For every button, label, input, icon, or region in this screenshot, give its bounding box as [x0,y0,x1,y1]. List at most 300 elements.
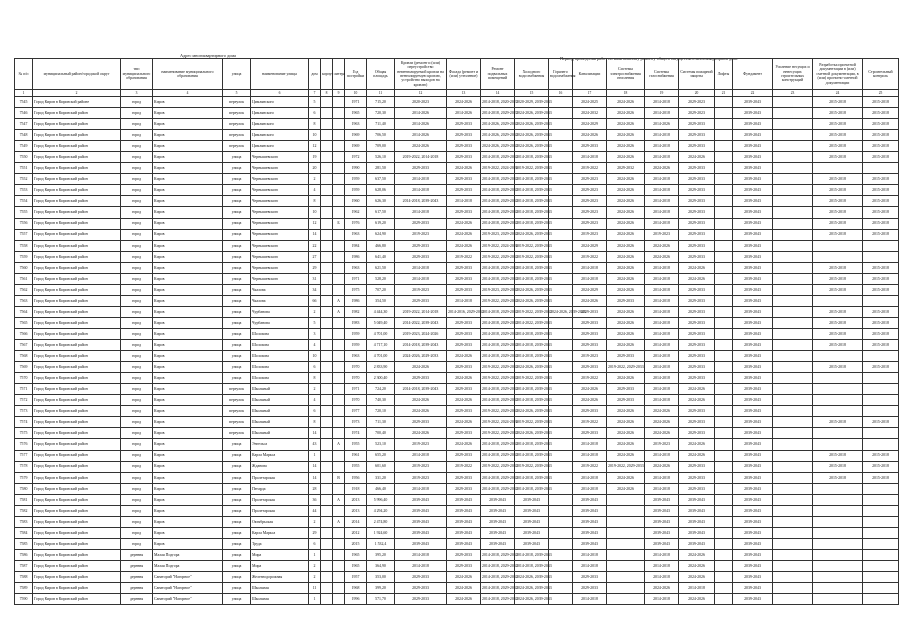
table-cell: 2013 [345,494,367,505]
table-cell: 2 [309,306,321,317]
table-cell: 2029-2033 [679,472,715,483]
table-cell: 2019-2023 [395,284,447,295]
table-cell: 1959 [345,340,367,351]
table-cell: 2024-2026 [447,594,481,605]
table-cell [321,163,333,174]
table-cell: 2014-2018, 2029-2033 [481,306,515,317]
table-cell: 1965 [345,560,367,571]
table-cell [715,141,733,152]
table-cell: 2019-2022, 2039-2043 [515,240,549,251]
table-cell [773,262,813,273]
table-cell: 10 [309,351,321,362]
table-cell: улица [223,494,251,505]
table-cell: 2014-2018, 2039-2043 [515,218,549,229]
table-cell: 2024-2026 [447,417,481,428]
table-cell: 2029-2033 [679,428,715,439]
table-cell [333,108,345,119]
column-number: 23 [773,90,813,97]
table-cell: 2015-2018 [863,273,899,284]
table-cell: Город Киров в Кировский район [33,240,121,251]
table-row [15,527,899,538]
table-cell: 1965 [345,108,367,119]
table-cell: 2019-2023 [573,351,607,362]
table-row [15,174,899,185]
table-cell: 2014-2018, 2029-2033 [481,273,515,284]
table-cell: 2024-2026 [573,384,607,395]
table-cell: 2024-2026, 2039-2043 [515,406,549,417]
table-cell: 2029-2033 [447,450,481,461]
table-cell: 2015-2018 [813,174,863,185]
table-cell: Город Киров в Кировский район [33,284,121,295]
table-cell: 2029-2033 [447,406,481,417]
table-cell: 2014-2018, 2029-2033 [481,384,515,395]
table-row [15,505,899,516]
table-cell: 2019-2022, 2039-2043 [515,373,549,384]
table-cell [321,152,333,163]
table-cell: 2024-2026 [573,130,607,141]
table-cell: 1971 [345,97,367,108]
table-cell: 7579 [15,472,33,483]
table-cell [549,340,573,351]
table-cell [773,505,813,516]
table-cell: 2029-2023 [573,207,607,218]
table-cell: 29 [309,527,321,538]
table-cell: 8 [309,373,321,384]
table-cell: 2029-2033 [447,141,481,152]
table-cell: город [121,163,153,174]
table-cell: 2019-2022 [447,461,481,472]
table-cell: 2014-2018, 2029-2033 [481,328,515,339]
table-cell [549,549,573,560]
table-cell: 2019-2022, 2029-2033 [481,362,515,373]
table-cell: 4 [309,185,321,196]
table-cell: 2 474,80 [367,516,395,527]
table-row [15,108,899,119]
table-cell: 2024-2026 [447,373,481,384]
table-cell: 2014-2018 [395,185,447,196]
table-cell [321,130,333,141]
table-cell: 621,50 [367,262,395,273]
table-cell: 2014-2026 [645,119,679,130]
table-cell: 1 [309,450,321,461]
table-cell: 7585 [15,538,33,549]
table-cell: 2019-2022 [573,417,607,428]
column-number: 10 [345,90,367,97]
table-cell: 7573 [15,406,33,417]
table-cell: 619,20 [367,218,395,229]
table-cell: 7556 [15,218,33,229]
table-cell: 2019-2023 [395,461,447,472]
table-cell [549,373,573,384]
table-cell: 2029-2033 [447,262,481,273]
table-cell [863,483,899,494]
table-cell: 2024-2029 [573,284,607,295]
table-cell: 2029-2033 [679,306,715,317]
column-header: тип муниципального образования [121,59,153,90]
table-cell: 2039-2043 [733,406,773,417]
table-cell: 2029-2033 [679,218,715,229]
table-cell: 2024-2026 [679,549,715,560]
table-cell [773,130,813,141]
table-cell: 2029-2033 [573,340,607,351]
table-cell: 2029-2023 [573,174,607,185]
table-cell: 1957 [345,572,367,583]
table-cell: 523,10 [367,439,395,450]
column-header: Системы газоснабжения [645,59,679,90]
table-cell: 2039-2043 [733,395,773,406]
table-cell: 2039-2043 [733,340,773,351]
table-cell: 2029-2023 [679,108,715,119]
table-cell: 2039-2043 [733,527,773,538]
table-cell: 2024-2026 [447,163,481,174]
table-cell: 2020-2029, 2039-2043 [515,97,549,108]
table-cell: 706,50 [367,130,395,141]
table-cell: 2014-2018 [395,174,447,185]
table-cell: 1955 [345,461,367,472]
table-cell: 2019-2022 [573,373,607,384]
table-cell [715,538,733,549]
table-cell: 4 701,00 [367,328,395,339]
table-cell: 2014-2018 [395,207,447,218]
table-cell [549,351,573,362]
table-cell: 2014-2018, 2029-2033 [481,185,515,196]
table-cell: 2024-2026 [679,594,715,605]
table-cell [715,472,733,483]
table-cell [333,119,345,130]
column-number: 9 [333,90,345,97]
table-cell: 1960 [345,196,367,207]
table-cell: город [121,97,153,108]
table-cell: 7577 [15,450,33,461]
table-cell: 2024-2026 [645,406,679,417]
table-cell [863,549,899,560]
table-cell: улица [223,505,251,516]
table-cell: 2039-2043 [733,108,773,119]
table-cell: город [121,384,153,395]
table-cell: город [121,229,153,240]
table-cell: Киров [153,152,223,163]
table-cell: 2039-2043 [733,163,773,174]
table-cell [715,152,733,163]
table-cell [715,483,733,494]
table-cell: Санаторий "Нагорное" [153,583,223,594]
table-cell [333,185,345,196]
column-header: Системы электроснабжения отопления [607,59,645,90]
table-cell: Город Киров в Кировский район [33,439,121,450]
column-header: Кровли (ремонт и (или) переустройство невентилируемой кровли на вентилируемую кровлю, устройство выходов на кровлю) [395,59,447,90]
table-cell: 2029-2033 [679,362,715,373]
table-cell: 2015-2018 [813,317,863,328]
table-cell: улица [223,450,251,461]
table-cell [863,163,899,174]
table-cell: 31 [309,273,321,284]
table-cell [321,373,333,384]
table-cell [715,306,733,317]
column-header: муниципальный район/городской округ [33,59,121,90]
table-cell: 2029-2033 [679,207,715,218]
table-cell: Жданова [251,461,309,472]
column-number: 20 [679,90,715,97]
table-cell: 7565 [15,317,33,328]
table-row [15,340,899,351]
table-cell: 2014-2018 [447,196,481,207]
table-cell: 2014-2018 [645,141,679,152]
table-cell [863,572,899,583]
table-cell [715,174,733,185]
table-cell: 2039-2043 [733,505,773,516]
table-cell: 2014-2018, 2039-2043 [515,384,549,395]
table-cell: 2014-2018, 2039-2043 [515,340,549,351]
table-cell: Город Киров в Кировский район [33,461,121,472]
table-cell [321,439,333,450]
table-cell: Город Киров в Кировский район [33,583,121,594]
table-cell: 2019-2022, 2039-2043 [515,251,549,262]
table-cell: Киров [153,141,223,152]
table-cell: 2029-2033 [447,384,481,395]
table-cell: Чернышевского [251,152,309,163]
table-cell: 2029-2033 [607,395,645,406]
table-cell: 2039-2043 [733,306,773,317]
table-cell: Шолохова [251,328,309,339]
table-cell: 2039-2043 [733,152,773,163]
table-cell [863,583,899,594]
table-cell: Город Киров в Кировский район [33,428,121,439]
table-cell: 2014-2016, 2029-2033 [447,306,481,317]
table-cell: 1 [309,549,321,560]
table-cell: Киров [153,373,223,384]
table-cell [333,362,345,373]
table-cell: 2024-2026, 2039-2043 [515,284,549,295]
table-cell: 2014-2026 [447,108,481,119]
table-cell: город [121,295,153,306]
table-cell: 7557 [15,229,33,240]
table-cell: Город Киров в Кировский район [33,306,121,317]
table-cell: 2014-2018 [447,295,481,306]
table-cell: 2019-2023 [395,439,447,450]
table-cell: 2014-2018 [645,108,679,119]
table-cell: Чернышевского [251,207,309,218]
table-cell: 2039-2043 [573,527,607,538]
table-cell [773,472,813,483]
table-cell [321,384,333,395]
table-cell: 2039-2043 [573,494,607,505]
table-cell [715,527,733,538]
table-cell [813,527,863,538]
table-cell: 2019-2022, 2029-2033 [481,373,515,384]
column-header: Системы пожарной защиты [679,59,715,90]
table-cell: 2029-2023 [573,185,607,196]
table-cell: 2019-2023 [395,472,447,483]
table-cell: Киров [153,262,223,273]
table-cell: Чурбанова [251,317,309,328]
table-cell: 2024-2026 [447,218,481,229]
table-cell [333,560,345,571]
table-cell [321,583,333,594]
table-cell: 2024-2026 [607,273,645,284]
table-cell: 2039-2043 [679,505,715,516]
table-cell [549,560,573,571]
table-cell: город [121,152,153,163]
table-cell: 2039-2043 [733,295,773,306]
table-cell: 2019-2022, 2024-2026 [481,240,515,251]
table-cell: 2015-2018 [813,340,863,351]
table-cell: 2014-2018, 2029-2033 [481,196,515,207]
table-cell [773,417,813,428]
table-cell: 2029-2033 [607,384,645,395]
table-cell: 2029-2033 [447,130,481,141]
table-cell: Город Киров в Кировский район [33,494,121,505]
table-row [15,97,899,108]
table-cell [773,527,813,538]
table-cell: 2015-2018 [863,340,899,351]
column-number: 1 [15,90,33,97]
table-cell: город [121,373,153,384]
table-cell: 2014-2018 [645,196,679,207]
table-cell [773,494,813,505]
table-cell: 2024-2026 [679,572,715,583]
table-cell: 2024-2026 [607,340,645,351]
table-cell: Чурбанова [251,306,309,317]
table-cell [715,450,733,461]
table-cell: 2024-2026 [645,583,679,594]
table-cell: город [121,527,153,538]
table-cell [321,295,333,306]
table-cell: 628,06 [367,185,395,196]
table-cell: 2024-2026 [447,240,481,251]
table-cell: Город Киров в Кировский район [33,527,121,538]
table-cell: 2029-2033 [573,306,607,317]
table-cell: 14 [309,461,321,472]
table-cell [321,351,333,362]
table-cell [549,594,573,605]
table-cell: 2029-2033 [447,207,481,218]
table-cell: Киров [153,450,223,461]
table-cell [715,240,733,251]
table-cell: Город Киров в Кировский район [33,163,121,174]
table-cell [549,174,573,185]
table-cell: 1996 [345,594,367,605]
table-cell: 34 [309,284,321,295]
table-cell [333,174,345,185]
table-cell [773,594,813,605]
table-cell: 2014-2018, 2039-2043 [515,439,549,450]
table-row [15,560,899,571]
table-cell: 2039-2043 [733,439,773,450]
table-cell: 2039-2043 [733,284,773,295]
table-cell: 2029-2033 [679,240,715,251]
table-cell: 2024-2026 [679,439,715,450]
table-cell: 2039-2043 [395,505,447,516]
table-cell [863,594,899,605]
table-cell: А [333,494,345,505]
table-cell: 2029-2033 [679,461,715,472]
table-cell [333,97,345,108]
table-cell [333,450,345,461]
table-cell: 2014-2018, 2029-2033 [481,207,515,218]
table-cell: 2014-2018, 2029-2033 [481,439,515,450]
table-cell: город [121,340,153,351]
table-cell: 2014-2018 [645,174,679,185]
table-cell: 2024-2026 [607,108,645,119]
table-cell: 2014-2026 [395,108,447,119]
table-cell: Малая Подгора [153,549,223,560]
table-cell: 8 [309,196,321,207]
table-cell: 2024-2026 [607,317,645,328]
table-cell: 2039-2043 [733,185,773,196]
table-cell: 2039-2043 [733,141,773,152]
table-cell [333,229,345,240]
table-cell: улица [223,229,251,240]
table-cell [715,130,733,141]
table-cell [321,505,333,516]
table-cell: Киров [153,108,223,119]
table-cell: 2014-2018, 2029-2033 [481,572,515,583]
table-cell: 2014-2018 [645,328,679,339]
table-cell [321,262,333,273]
table-cell: 2014-2018, 2039-2043 [515,395,549,406]
table-cell: 2015-2018 [813,450,863,461]
table-cell [549,207,573,218]
table-cell: Киров [153,251,223,262]
table-cell: Киров [153,284,223,295]
table-cell: 2029-2033 [395,594,447,605]
table-cell: улица [223,373,251,384]
table-cell [813,384,863,395]
table-cell: 2015-2018 [813,472,863,483]
table-cell: 2024-2026 [679,152,715,163]
table-cell: 2015-2018 [863,141,899,152]
table-cell: 2014-2018 [645,273,679,284]
table-cell: 2039-2043 [481,527,515,538]
table-cell: город [121,417,153,428]
table-cell [549,196,573,207]
table-cell: Город Киров в Кировский район [33,373,121,384]
table-cell: Город Киров в Кировский район [33,328,121,339]
table-cell [549,583,573,594]
table-cell: 2039-2043 [733,549,773,560]
table-cell [715,251,733,262]
table-cell: 5 049,40 [367,317,395,328]
table-cell: 2024-2026, 2029-2033 [395,351,447,362]
table-cell: 2015-2018 [863,130,899,141]
table-cell: город [121,351,153,362]
table-cell: 526,10 [367,152,395,163]
table-cell: 2024-2026 [607,185,645,196]
table-cell [333,538,345,549]
table-cell: 2014-2018 [645,262,679,273]
table-cell [863,395,899,406]
table-cell: 2014-2018 [395,483,447,494]
table-cell [863,406,899,417]
table-cell [607,560,645,571]
column-number: 2 [33,90,121,97]
table-cell: 2019-2023 [573,229,607,240]
table-cell: город [121,328,153,339]
table-cell: Город Киров в Кировский район [33,196,121,207]
table-cell: 2014-2018 [645,483,679,494]
table-cell [773,229,813,240]
table-cell: 2014-2022, 2039-2043 [515,317,549,328]
table-cell: 8 [309,417,321,428]
table-cell: 2014-2018 [645,450,679,461]
table-cell: 2029-2033 [679,295,715,306]
table-cell: 2029-2033 [679,373,715,384]
table-cell: Чернышевского [251,273,309,284]
table-cell: 2029-2033 [447,119,481,130]
table-cell [549,384,573,395]
table-cell: Железнодорожная [251,572,309,583]
table-cell [773,163,813,174]
